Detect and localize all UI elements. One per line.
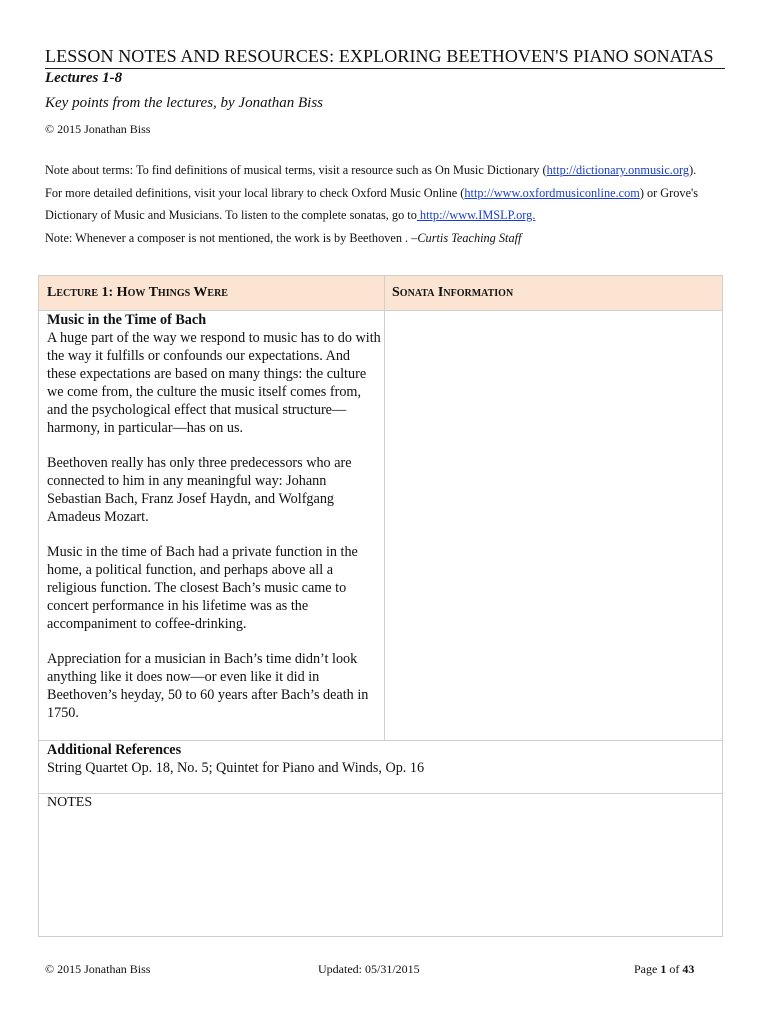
key-points-line: Key points from the lectures, by Jonathan Biss (45, 95, 324, 111)
section-heading: Music in the Time of Bach (47, 312, 207, 328)
column-divider (384, 276, 385, 740)
terms-line-1-end: ). (689, 163, 697, 177)
teaching-staff-credit: Curtis Teaching Staff (417, 230, 522, 245)
terms-line-3 (45, 204, 735, 227)
lecture-paragraph-1: A huge part of the way we respond to music has to do with the way it fulfills or confounds our expectations. And these expectations are based on many things: the culture we come from, the culture the music itself comes from, and the psychological effect that musical structure—harmony, in particular—has on us. (47, 330, 381, 436)
terms-line-1 (45, 159, 735, 182)
lecture-content-cell (47, 311, 381, 739)
lecture-paragraph-4: Appreciation for a musician in Bach’s time didn’t look anything like it does now—or even like it did in Beethoven’s heyday, 50 to 60 years after Bach’s death in 1750. (47, 651, 369, 721)
sonata-info-header: Sonata Information (392, 285, 514, 300)
lecture-paragraph-2: Beethoven really has only three predecessors who are connected to him in any meaningful way: Johann Sebastian Bach, Franz Josef Haydn, and Wolfgang Amadeus Mozart. (47, 455, 352, 525)
page-current: 1 (660, 962, 667, 976)
references-cell (47, 741, 707, 777)
page-total: 43 (682, 962, 695, 976)
page-of: of (669, 962, 680, 976)
lectures-subtitle: Lectures 1-8 (45, 70, 123, 86)
terms-line-2-text: For more detailed definitions, visit your local library to check Oxford Music Online ( (45, 185, 465, 200)
notes-divider (39, 793, 722, 794)
terms-line-2-end: ) or Grove's (639, 185, 699, 200)
document-title: LESSON NOTES AND RESOURCES: EXPLORING BEETHOVEN'S PIANO SONATAS (45, 46, 725, 69)
references-heading: Additional References (47, 742, 182, 758)
terms-line-4 (45, 227, 735, 250)
terms-line-3-text: Dictionary of Music and Musicians. To listen to the complete sonatas, go to (45, 208, 417, 222)
terms-note (45, 159, 735, 249)
footer-updated-date: Updated: 05/31/2015 (318, 962, 420, 976)
copyright-notice: © 2015 Jonathan Biss (45, 122, 151, 136)
references-text: String Quartet Op. 18, No. 5; Quintet for Piano and Winds, Op. 16 (47, 760, 425, 776)
lecture-paragraph-3: Music in the time of Bach had a private function in the home, a political function, and perhaps above all a religious function. The closest Bach’s music came to concert performance in his lifetime was as the accompaniment to coffee-drinking. (47, 544, 358, 632)
footer-page-number (634, 962, 694, 977)
onmusic-dictionary-link[interactable]: http://dictionary.onmusic.org (546, 163, 690, 177)
page-word: Page (634, 962, 658, 976)
notes-label: NOTES (47, 795, 93, 810)
footer-copyright: © 2015 Jonathan Biss (45, 962, 151, 976)
imslp-link[interactable]: http://www.IMSLP.org. (416, 208, 536, 222)
oxford-music-online-link[interactable]: http://www.oxfordmusiconline.com (464, 185, 640, 200)
table-header-row (39, 276, 722, 311)
lecture-header: Lecture 1: How Things Were (47, 285, 228, 300)
terms-line-2 (45, 182, 735, 205)
lecture-table (38, 275, 723, 937)
composer-note-text: Note: Whenever a composer is not mentioned, the work is by Beethoven . – (45, 230, 418, 245)
terms-line-1-text: Note about terms: To find definitions of musical terms, visit a resource such as On Music Dictionary ( (45, 163, 547, 177)
